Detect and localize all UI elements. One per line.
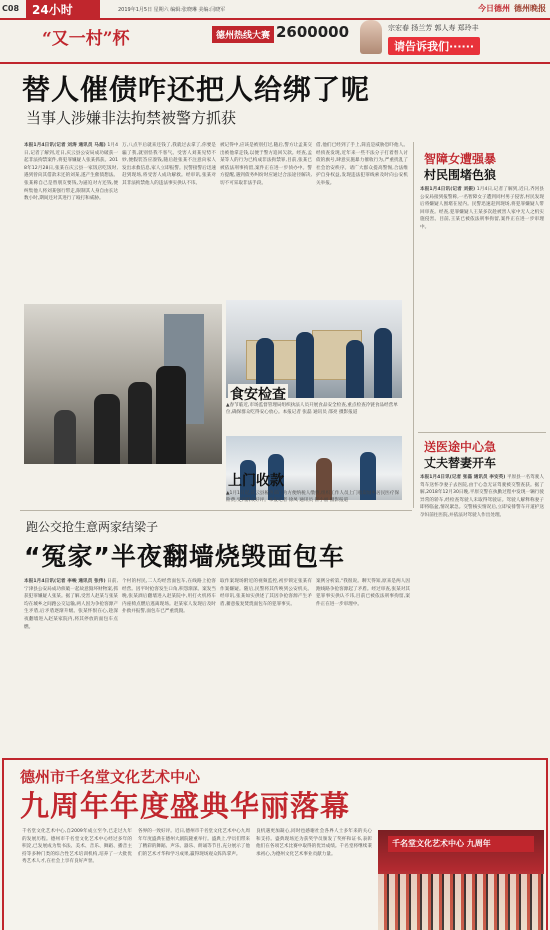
story1-subheadline: 当事人涉嫌非法拘禁被警方抓获 [26, 109, 237, 127]
right-story1-byline: 本报1月4日讯(记者 刘振) [420, 187, 476, 192]
right-story2-headline-1: 送医途中心急 [424, 440, 497, 454]
story2-kicker: 跑公交抢生意两家结梁子 [26, 520, 159, 534]
story2-top-rule [20, 510, 412, 511]
brand-calligraphy: 德州晚报 [514, 3, 546, 13]
story1-col3: 被记得中,应该是被别打过,随后,警方让孟某交出被他拿走钱,以便于警方追回欠款。经查,孟某等人的行为已构成非法拘禁罪,目前,张某已被依法刑事拘留,案件正在进一步侦办中。警方提醒,遇到债务纠纷时应通过合法途径解决,切不可采取非法手段。 [220, 143, 312, 186]
right-story2-text: 平原县一名驾驶人驾车送怀孕妻子去医院,由于心急无证驾驶被交警查获。据了解,2018年12月30日晚,平原交警在执勤过程中发现一辆行驶异常的轿车,经检查驾驶人未取得驾驶证。驾驶人解释称妻子即将临盆,情况紧急。交警核实情况后,立即安排警车开道护送孕妇前往医院,并依法对驾驶人作出处理。 [420, 475, 544, 518]
tax-collect-caption: ▲1月1日起,庆云县税务部门为方便纳税人缴费,组织工作人员上门收取城乡居民医疗保险费,受到群众好评。本报记者 徐凤 通讯员 崔小丽 摄影报道 [226, 491, 400, 503]
photo-officer [346, 340, 364, 398]
photo-figure [128, 382, 152, 464]
tax-collect-title: 上门收款 [228, 473, 284, 489]
story1-headline: 替人催债咋还把人给绑了呢 [22, 73, 371, 106]
food-check-caption: ▲春节临近,市场监督管理局组织执法人员开展食品安全检查,重点检查冷链食品经营单位,确保群众吃得安心放心。本报记者 张磊 通讯员 邵亮 摄影报道 [226, 403, 398, 415]
story1-col1 [24, 142, 118, 302]
story2-col2: 个村的村民,二人均经营面包车,在线路上抢客经营。因平时抢客发生口角,积怨渐深。案发当晚,张某酒后翻墙进入赵某院中,用打火机将车内座椅点燃后逃离现场。赵某家人发现后及时扑救并报警,面包车已严重烧毁。 [122, 579, 216, 615]
section-label: 24小时 [26, 0, 100, 18]
page-header [0, 0, 550, 18]
story3-kicker: 德州市千名堂文化艺术中心 [20, 768, 201, 786]
story1-col2: 万,八点半后就来还钱了,我就过去拿了,你要是骗了我,就别怪我不客气。受害人刘某见势不妙,便假装答应凑钱,随后趁张某不注意向家人发出求救信息,家人立即报警。民警接警后迅速赶到现场,将受害人成功解救。经审讯,张某对其非法拘禁他人的违法事实供认不讳。 [122, 143, 216, 186]
right-story1-headline-1: 智障女遭强暴 [424, 152, 497, 166]
story2-byline: 本报1月4日讯(记者 李峻 通讯员 张伟) [24, 579, 106, 584]
right-divider [418, 432, 546, 433]
gala-banner: 千名堂文化艺术中心 九周年 [388, 836, 534, 852]
photo-figure [54, 410, 76, 464]
gala-photo [378, 830, 544, 930]
story1-col1-text: 1月4日,记者了解到,近日,庆云县公安局成功破获一起非法拘禁案件,将犯罪嫌疑人张某抓获。2018年12月28日,张某在庆云县一家饭店吃饭时,遇到曾向其借款未还的刘某,遂产生催债想法。张某称自己是替朋友要钱,为逼迫对方还钱,便纠集他人将刘某强行带走,限制其人身自由长达数小时,期间还对其进行了殴打和威胁。 [24, 143, 118, 202]
ad-rule [0, 62, 550, 64]
right-story1-text: 1月4日,记者了解到,近日,齐河县公安局接到报警称,一名智障女子遭到同村男子侵害,村民发现后将嫌疑人围堵在屋内。民警迅速赶到现场,将犯罪嫌疑人带回审查。经查,犯罪嫌疑人王某多次趁被害人家中无人之机实施侵害。目前,王某已被依法刑事拘留,案件正在进一步审理中。 [420, 187, 544, 230]
ad-title: “又一村”杯 [42, 29, 130, 49]
story2-col1 [24, 578, 118, 750]
right-story1-headline-2: 村民围堵色狼 [424, 168, 497, 182]
ad-hosts-block [360, 20, 544, 58]
story3-col2: 各界的一致好评。近日,德州市千名堂文化艺术中心九周年年度盛典在德州大剧院隆重举行。盛典上,学员们带来了精彩的舞蹈、声乐、器乐、朗诵等节目,充分展示了他们的艺术才华和学习成果,赢得现场观众阵阵掌声。 [138, 829, 250, 857]
right-story1-body [420, 186, 544, 432]
food-check-title: 食安检查 [228, 384, 288, 404]
story2-col4: 案例分析第,“我很说。聊天得知,原来是两人因跑线路争抢客源起了矛盾。经过审查,张某对其犯罪事实供认不讳,目前已被依法刑事拘留,案件正在进一步审理中。 [316, 579, 410, 607]
story3-col1: 千名堂文化艺术中心,自2009年成立至今,已走过九年的发展历程。德州市千名堂文化艺术中心经过多年的积淀,已发展成为集书法、美术、音乐、舞蹈、播音主持等多种门类的综合性艺术培训机构,培养了一大批优秀艺术人才,在社会上享有良好声誉。 [22, 829, 132, 865]
right-story2-body [420, 474, 544, 752]
ad-call-to-action: 请告诉我们······ [388, 37, 480, 55]
story2-col1-text: 日前,宁津县公安局成功侦破一起故意毁坏财物案,抓获犯罪嫌疑人张某。据了解,受害人赵某与张某均在城乡之间跑公交运输,两人因为争抢客源产生矛盾,后矛盾逐渐升级。张某怀恨在心,趁深夜翻墙进入赵某家院内,将其停放的面包车点燃。 [24, 579, 118, 630]
issue-meta: 2019年1月5日 星期六 编辑:张晓琳 美编:闫晓军 [118, 7, 226, 13]
contest-ad[interactable] [30, 20, 544, 60]
photo-officer [296, 332, 314, 398]
story3-col3: 良机遇更加凝心,同时也感谢社会各界人士多年来的关心和支持。盛典现场还为获奖学员颁发了奖杯和证书,表彰他们在各项艺术比赛中取得的优异成绩。千名堂将继续秉承初心,为德州文化艺术事业贡献力量。 [256, 829, 372, 857]
story1-photo [24, 304, 222, 464]
brand [478, 3, 546, 14]
gala-performers [378, 874, 544, 930]
host-photo [360, 20, 382, 54]
right-story2-headline-2: 丈夫替妻开车 [424, 456, 497, 470]
photo-figure [94, 394, 120, 464]
photo-figure [156, 366, 186, 464]
ad-hotline-label: 德州热线大赛 [212, 26, 274, 43]
photo-officer [374, 328, 392, 398]
story1-col4: 借,他们已经到了手上,简直是威胁恐吓他人。经侦查发现,近年来一些不法分子打着替人讨债的旗号,肆意实施暴力催收行为,严重扰乱了社会治安秩序。请广大群众提高警惕,合法维护自身权益,发现违法犯罪线索及时向公安机关举报。 [316, 143, 408, 186]
ad-prize-amount: 2600000 [276, 23, 350, 41]
story1-byline: 本报1月4日讯(记者 刘涛 通讯员 马超) [24, 143, 106, 148]
story2-headline: “冤家”半夜翻墙烧毁面包车 [24, 542, 345, 571]
story3-headline: 九周年年度盛典华丽落幕 [20, 789, 351, 823]
right-story2-byline: 本报1月4日讯(记者 张磊 通讯员 李安英) [420, 475, 506, 480]
brand-name: 今日德州 [478, 4, 510, 13]
ad-hosts: 宗宏春 扬兰芳 郭人寿 郑玲丰 [388, 24, 479, 32]
column-divider [413, 142, 414, 508]
story2-col3: 取作案现场附近的视频监控,初步锁定张某有作案嫌疑。随后,民警将其传唤到公安机关。经审讯,张某如实供述了其因争抢客源产生矛盾,蓄意报复焚烧面包车的犯罪事实。 [220, 579, 312, 607]
page-number: C08 [2, 4, 20, 13]
ad-title-block [30, 22, 222, 56]
